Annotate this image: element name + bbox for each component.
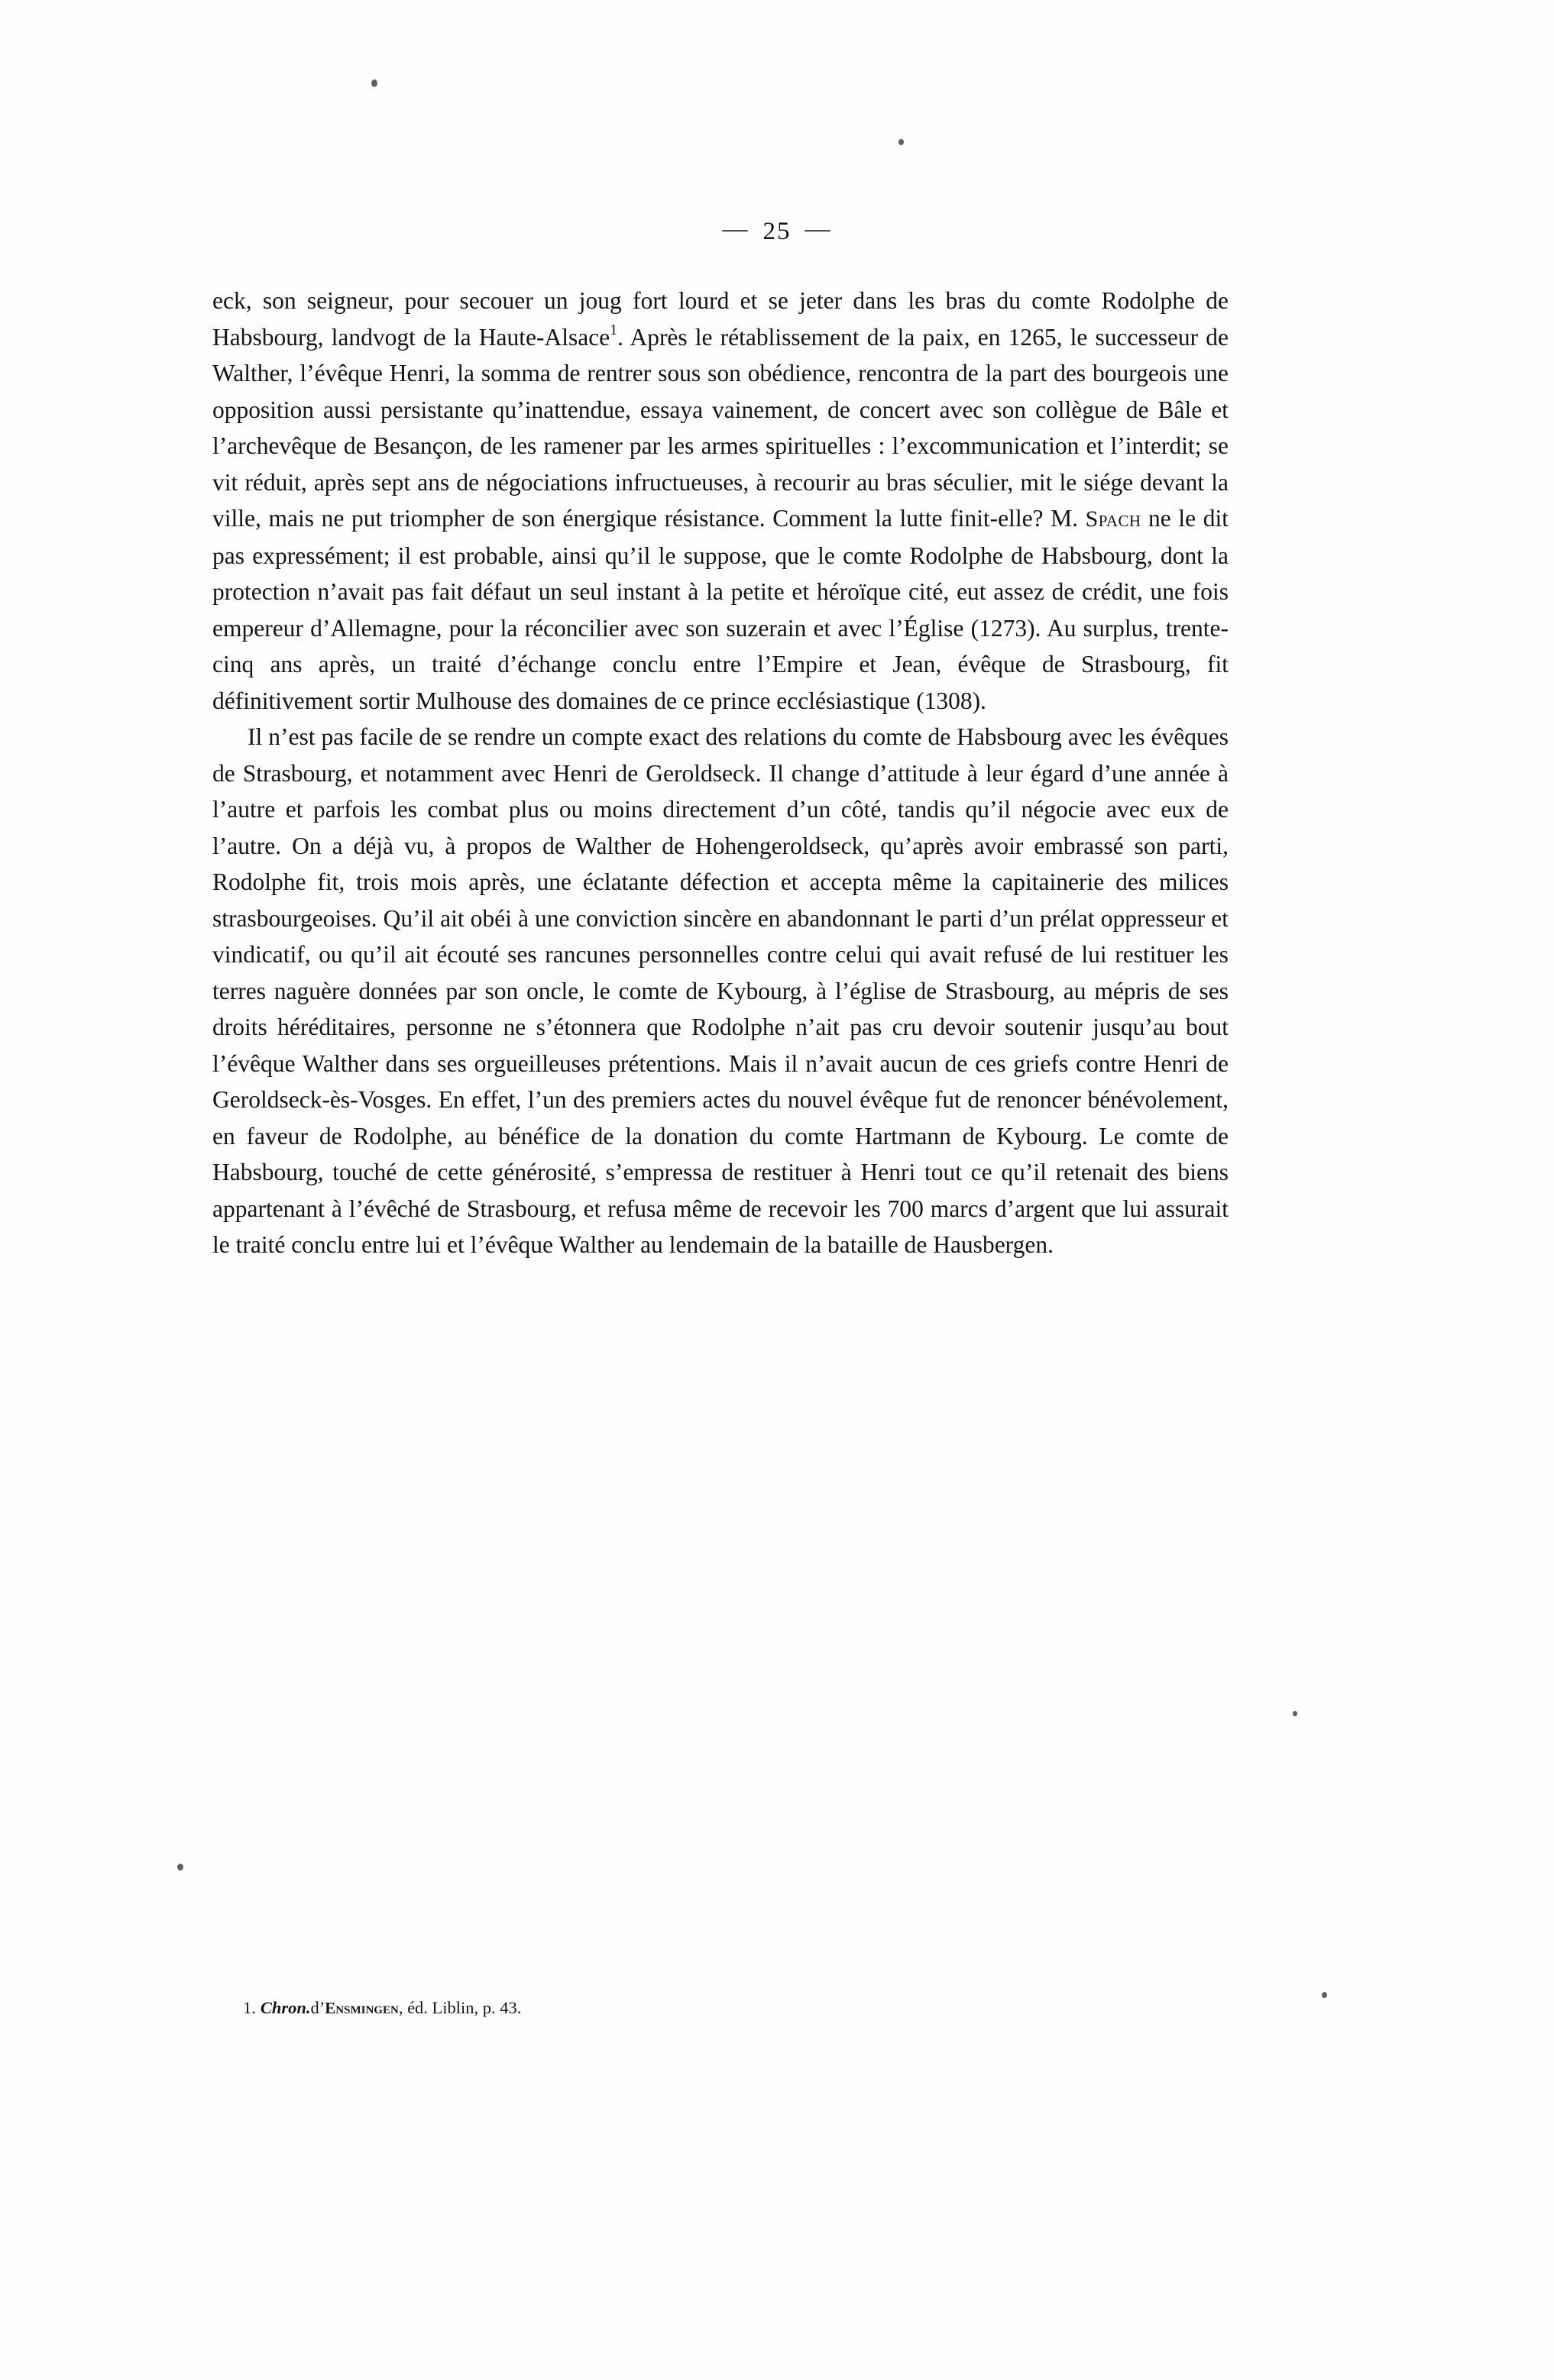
paragraph-1-part-b: . Après le rétablissement de la paix, en 1265, le successeur de Walther, l’évêque Henri, la somma de rentrer sous son obédience, rencontra de la part des bourgeois une opposition aussi persistante qu’inattendue, essaya vainement, de concert avec son collègue de Bâle et l’archevêque de Besançon, de les ramener par les armes spirituelles : l’excommunication et l’interdit; se vit réduit, après sept ans de négociations infructueuses, à recourir au bras séculier, mit le siége devant la ville, mais ne put triompher de son énergique résistance. Comment la lutte finit-elle? M. bbox=[212, 323, 1229, 532]
footnote-number: 1. bbox=[243, 1998, 256, 2017]
page-speck bbox=[1293, 1711, 1297, 1716]
page-speck bbox=[898, 139, 904, 145]
page-speck bbox=[371, 79, 377, 87]
footnote-rest: , éd. Liblin, p. 43. bbox=[398, 1998, 522, 2017]
body-text bbox=[212, 283, 1229, 1263]
page-number-dash-left: — bbox=[722, 215, 749, 243]
page-number: 25 bbox=[762, 218, 792, 245]
page-number-dash-right: — bbox=[805, 215, 832, 243]
page-speck bbox=[177, 1864, 183, 1871]
page-speck bbox=[1322, 1992, 1327, 1998]
paragraph-2: Il n’est pas facile de se rendre un compte exact des relations du comte de Habsbourg avec les évêques de Strasbourg, et notamment avec Henri de Geroldseck. Il change d’attitude à leur égard d’une année à l’autre et parfois les combat plus ou moins directement d’un côté, tandis qu’il négocie avec eux de l’autre. On a déjà vu, à propos de Walther de Hohengeroldseck, qu’après avoir embrassé son parti, Rodolphe fit, trois mois après, une éclatante défection et accepta même la capitainerie des milices strasbourgeoises. Qu’il ait obéi à une conviction sincère en abandonnant le parti d’un prélat oppresseur et vindicatif, ou qu’il ait écouté ses rancunes personnelles contre celui qui avait refusé de lui restituer les terres naguère données par son oncle, le comte de Kybourg, à l’église de Strasbourg, au mépris de ses droits héréditaires, personne ne s’étonnera que Rodolphe n’ait pas cru devoir soutenir jusqu’au bout l’évêque Walther dans ses orgueilleuses prétentions. Mais il n’avait aucun de ces griefs contre Henri de Geroldseck-ès-Vosges. En effet, l’un des premiers actes du nouvel évêque fut de renoncer bénévolement, en faveur de Rodolphe, au bénéfice de la donation du comte Hartmann de Kybourg. Le comte de Habsbourg, touché de cette générosité, s’empressa de restituer à Henri tout ce qu’il retenait des biens appartenant à l’évêché de Strasbourg, et refusa même de recevoir les 700 marcs d’argent que lui assurait le traité conclu entre lui et l’évêque Walther au lendemain de la bataille de Hausbergen. bbox=[212, 723, 1229, 1258]
paragraph-1-part-a: eck, son seigneur, pour secouer un joug fort lourd et se jeter dans les bras du comte Rodolphe de Habsbourg, landvogt de la Haute-Alsace bbox=[212, 287, 1229, 351]
footnote-author: Ensmingen bbox=[325, 1999, 399, 2017]
footnote-reference: 1 bbox=[610, 321, 618, 338]
page-header bbox=[0, 215, 1554, 246]
footnote-title: Chron. bbox=[260, 1998, 311, 2017]
paragraph-1-part-c: ne le dit pas expressément; il est probable, ainsi qu’il le suppose, que le comte Rodolphe de Habsbourg, dont la protection n’avait pas fait défaut un seul instant à la petite et héroïque cité, eut assez de crédit, une fois empereur d’Allemagne, pour la réconcilier avec son suzerain et avec l’Église (1273). Au surplus, trente-cinq ans après, un traité d’échange conclu entre l’Empire et Jean, évêque de Strasbourg, fit définitivement sortir Mulhouse des domaines de ce prince ecclésiastique (1308). bbox=[212, 505, 1229, 714]
footnote-1 bbox=[243, 1997, 1229, 2019]
author-name-small-caps: Spach bbox=[1085, 506, 1141, 532]
paragraph-1 bbox=[212, 283, 1229, 719]
footnote-author-prefix: d’ bbox=[310, 1998, 325, 2017]
